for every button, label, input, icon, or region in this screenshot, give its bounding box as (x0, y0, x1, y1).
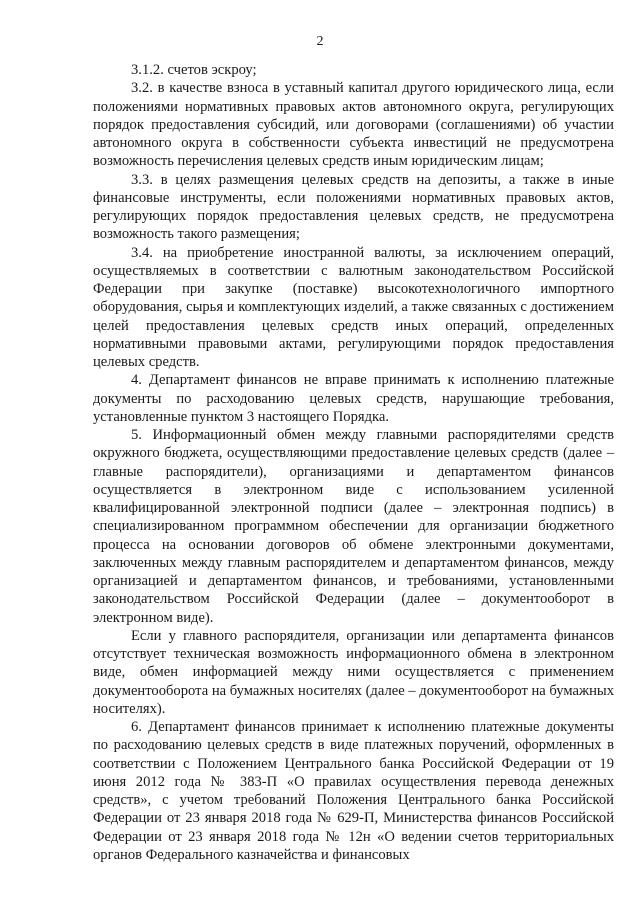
paragraph-6: 6. Департамент финансов принимает к исполнению платежные документы по расходованию целевых средств в виде платежных поручений, оформленных в соответствии с Положением Центрального банка Российской Федерации от 19 июня 2012 года № 383-П «О правилах осуществления перевода денежных средств», с учетом требований Положения Центрального банка Российской Федерации от 23 января 2018 года № 629-П, Министерства финансов Российской Федерации от 23 января 2018 года № 12н «О ведении счетов территориальных органов Федерального казначейства и финансовых (93, 719, 614, 863)
paragraph-3-1-2: 3.1.2. счетов эскроу; (131, 62, 257, 78)
paragraph-3-4: 3.4. на приобретение иностранной валюты, за исключением операций, осуществляемых в соответствии с валютным законодательством Российской Федерации при закупке (поставке) высокотехнологичного импортного оборудования, сырья и комплектующих изделий, а также связанных с достижением целей предоставления целевых средств иных операций, определенных нормативными правовыми актами, регулирующими порядок предоставления целевых средств. (93, 244, 614, 370)
document-body (93, 61, 614, 864)
paragraph-3-2: 3.2. в качестве взноса в уставный капитал другого юридического лица, если положениями нормативных правовых актов автономного округа, регулирующих порядок предоставления субсидий, или договорами (соглашениями) об участии автономного округа в собственности субъекта инвестиций не предусмотрена возможность перечисления целевых средств иным юридическим лицам; (93, 80, 614, 170)
paragraph-5: 5. Информационный обмен между главными распорядителями средств окружного бюджета, осуществляющими предоставление целевых средств (далее – главные распорядители), организациями и департаментом финансов осуществляется в электронном виде с использованием усиленной квалифицированной электронной подписи (далее – электронная подпись) в специализированном программном обеспечении для организации бюджетного процесса на основании договоров об обмене электронными документами, заключенных между главным распорядителем и департаментом финансов, между организацией и департаментом финансов, и требованиями, установленными законодательством Российской Федерации (далее – документооборот в электронном виде). (93, 427, 614, 626)
page-number: 2 (316, 34, 324, 49)
paragraph-3-3: 3.3. в целях размещения целевых средств на депозиты, а также в иные финансовые инструменты, если положениями нормативных правовых актов, регулирующих порядок предоставления целевых средств, не предусмотрена возможность такого размещения; (93, 171, 614, 243)
paragraph-4: 4. Департамент финансов не вправе принимать к исполнению платежные документы по расходованию целевых средств, нарушающие требования, установленные пунктом 3 настоящего Порядка. (93, 372, 614, 425)
paragraph-5-continued: Если у главного распорядителя, организации или департамента финансов отсутствует техническая возможность информационного обмена в электронном виде, обмен информацией между ними осуществляется с применением документооборота на бумажных носителях (далее – документооборот на бумажных носителях). (93, 627, 614, 717)
